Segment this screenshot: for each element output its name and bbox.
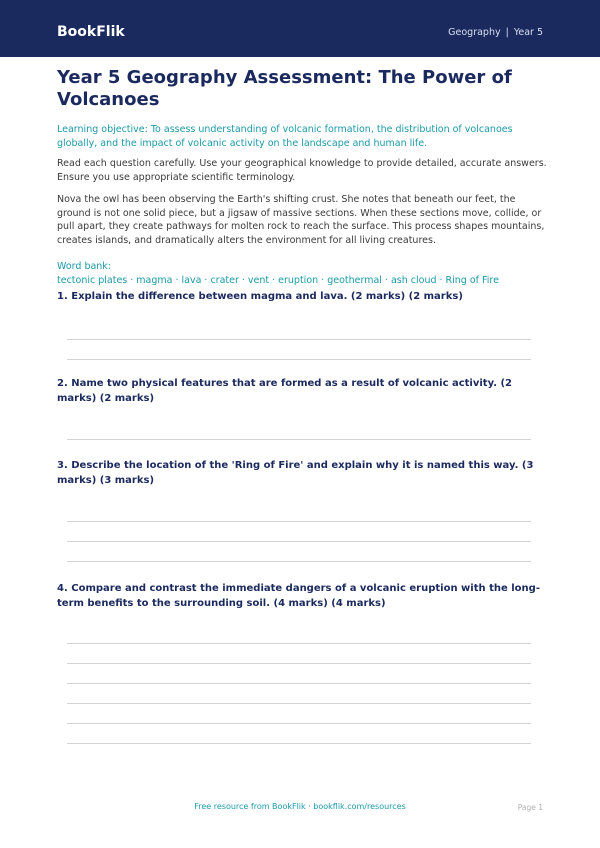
- word-bank-term: tectonic plates: [57, 274, 128, 286]
- word-separator: ·: [321, 274, 325, 286]
- header-bar: [0, 0, 600, 57]
- answer-line[interactable]: [67, 541, 531, 542]
- answer-line[interactable]: [67, 683, 531, 684]
- answer-line[interactable]: [67, 663, 531, 664]
- page-title: Year 5 Geography Assessment: The Power of Volcanoes: [57, 67, 512, 110]
- word-bank-label: Word bank:: [57, 261, 112, 272]
- question-1: 1. Explain the difference between magma and lava. (2 marks) (2 marks): [57, 291, 463, 302]
- answer-line[interactable]: [67, 521, 531, 522]
- word-separator: ·: [439, 274, 443, 286]
- answer-line[interactable]: [67, 743, 531, 744]
- question-4: 4. Compare and contrast the immediate dangers of a volcanic eruption with the long-term benefits to the surrounding soil. (4 marks) (4 marks): [57, 583, 540, 609]
- word-separator: ·: [204, 274, 208, 286]
- answer-line[interactable]: [67, 703, 531, 704]
- answer-line[interactable]: [67, 439, 531, 440]
- answer-line[interactable]: [67, 723, 531, 724]
- word-bank-term: crater: [210, 274, 239, 286]
- word-separator: ·: [175, 274, 179, 286]
- word-bank-term: vent: [247, 274, 270, 286]
- word-bank-term: ash cloud: [390, 274, 437, 286]
- word-bank-term: Ring of Fire: [445, 274, 499, 286]
- word-bank: [57, 260, 547, 287]
- year-tag: Year 5: [513, 27, 543, 38]
- word-bank-term: magma: [136, 274, 173, 286]
- question-2: 2. Name two physical features that are formed as a result of volcanic activity. (2 marks) (2 marks): [57, 378, 512, 404]
- word-bank-term: eruption: [278, 274, 319, 286]
- footer-credit[interactable]: Free resource from BookFlik · bookflik.com/resources: [194, 802, 406, 811]
- answer-line[interactable]: [67, 359, 531, 360]
- brand-logo[interactable]: BookFlik: [57, 24, 125, 40]
- word-separator: ·: [130, 274, 134, 286]
- word-separator: ·: [272, 274, 276, 286]
- page-number: Page 1: [517, 803, 543, 812]
- subject-tag: Geography: [448, 27, 501, 38]
- word-bank-term: geothermal: [327, 274, 382, 286]
- word-separator: ·: [384, 274, 388, 286]
- answer-line[interactable]: [67, 339, 531, 340]
- answer-line[interactable]: [67, 643, 531, 644]
- learning-objective: Learning objective: To assess understanding of volcanic formation, the distribution of volcanoes globally, and the impact of volcanic activity on the landscape and human life.: [57, 124, 513, 149]
- header-tags: [448, 27, 543, 39]
- word-bank-term: lava: [181, 274, 202, 286]
- word-separator: ·: [241, 274, 245, 286]
- instructions: Read each question carefully. Use your geographical knowledge to provide detailed, accurate answers. Ensure you use appropriate scientific terminology.: [57, 158, 547, 183]
- answer-line[interactable]: [67, 561, 531, 562]
- question-3: 3. Describe the location of the 'Ring of Fire' and explain why it is named this way. (3 marks) (3 marks): [57, 460, 534, 486]
- tag-separator: |: [505, 27, 509, 38]
- story-passage: Nova the owl has been observing the Earth's shifting crust. She notes that beneath our feet, the ground is not one solid piece, but a jigsaw of massive sections. When these sections move, collide, or pull apart, they create pathways for molten rock to reach the surface. This process shapes mountains, creates islands, and dramatically alters the environment for all living creatures.: [57, 194, 545, 246]
